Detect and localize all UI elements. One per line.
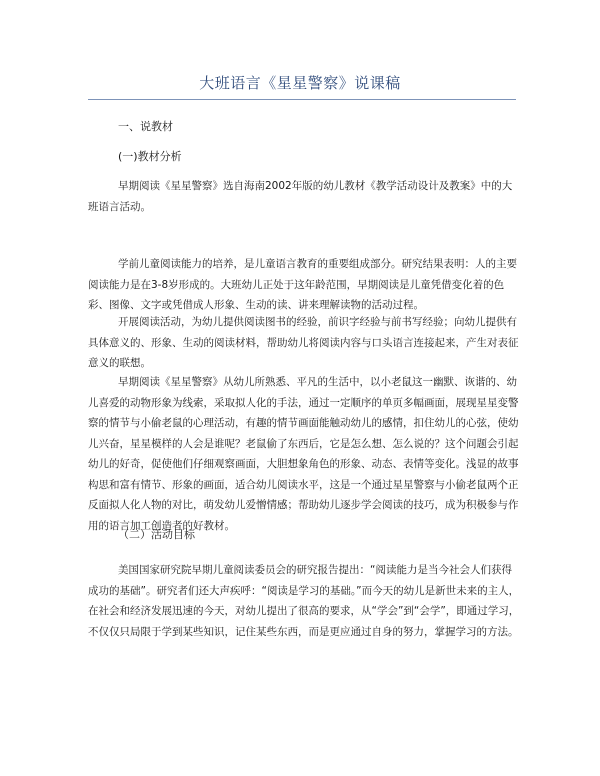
paragraph-5: 美国国家研究院早期儿童阅读委员会的研究报告提出：“阅读能力是当今社会人们获得成功的基础”。研究者们还大声疾呼：“阅读是学习的基础。”而今天的幼儿是新世未来的主人，在社会和经济发展迅速的今天，对幼儿提出了很高的要求，从“学会”到“会学”，即通过学习，不仅仅只局限于学到某些知识，记住某些东西，而是更应通过自身的努力，掌握学习的方法。	[88, 564, 520, 638]
subsection-heading-material-analysis: (一)教材分析	[118, 150, 182, 163]
section-heading-teaching-material: 一、说教材	[118, 120, 173, 133]
subsection-heading-activity-goals: （二）活动目标	[118, 528, 195, 541]
paragraph-3: 开展阅读活动，为幼儿提供阅读图书的经验，前识字经验与前书写经验；向幼儿提供有具体意义的、形象、生动的阅读材料，帮助幼儿将阅读内容与口头语言连接起来，产生对表征意义的联想。	[88, 316, 519, 369]
paragraph-1: 早期阅读《星星警察》选自海南2002年版的幼儿教材《教学活动设计及教案》中的大班语言活动。	[88, 180, 513, 213]
page-title: 大班语言《星星警察》说课稿	[199, 74, 401, 92]
paragraph-4: 早期阅读《星星警察》从幼儿所熟悉、平凡的生活中，以小老鼠这一幽默、诙谐的、幼儿喜爱的动物形象为线索，采取拟人化的手法，通过一定顺序的单页多幅画面，展现星星变警察的情节与小偷老鼠的心理活动，有趣的情节画面能触动幼儿的感情，扣住幼儿的心弦，使幼儿兴奋，星星模样的人会是谁呢？老鼠偷了东西后，它是怎么想、怎么说的？这个问题会引起幼儿的好奇，促使他们仔细观察画面，大胆想象角色的形象、动态、表情等变化。浅显的故事构思和富有情节、形象的画面，适合幼儿阅读水平，这是一个通过星星警察与小偷老鼠两个正反面拟人化人物的对比，萌发幼儿爱憎情感；帮助幼儿逐步学会阅读的技巧，成为积极参与作用的语言加工创造者的好教材。	[88, 376, 519, 532]
title-divider	[88, 99, 516, 100]
paragraph-2: 学前儿童阅读能力的培养，是儿童语言教育的重要组成部分。研究结果表明：人的主要阅读能力是在3-8岁形成的。大班幼儿正处于这年龄范围，早期阅读是儿童凭借变化着的色彩、图像、文字或凭借成人形象、生动的读、讲来理解读物的活动过程。	[88, 258, 517, 311]
